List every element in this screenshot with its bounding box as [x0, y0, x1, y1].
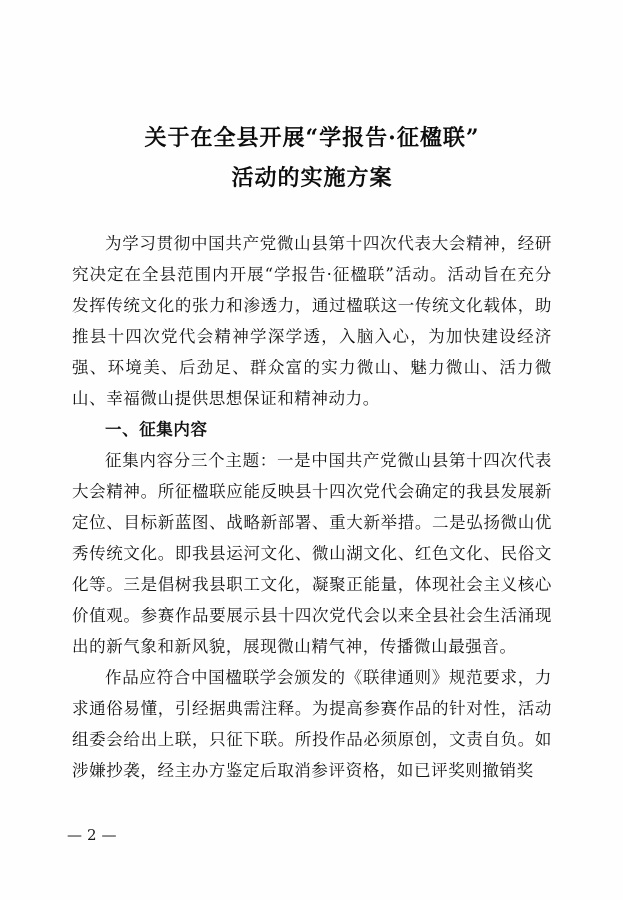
section-paragraph-1: 征集内容分三个主题：一是中国共产党微山县第十四次代表大会精神。所征楹联应能反映县十四次党代会确定的我县发展新定位、目标新蓝图、战略新部署、重大新举措。二是弘扬微山优秀传统文化。即我县运河文化、微山湖文化、红色文化、民俗文化等。三是倡树我县职工文化，凝聚正能量，体现社会主义核心价值观。参赛作品要展示县十四次党代会以来全县社会生活涌现出的新气象和新风貌，展现微山精气神，传播微山最强音。	[72, 451, 552, 656]
intro-paragraph: 为学习贯彻中国共产党微山县第十四次代表大会精神，经研究决定在全县范围内开展“学报告·征楹联”活动。活动旨在充分发挥传统文化的张力和渗透力，通过楹联这一传统文化载体，助推县十四次党代会精神学深学透，入脑入心，为加快建设经济强、环境美、后劲足、群众富的实力微山、魅力微山、活力微山、幸福微山提供思想保证和精神动力。	[72, 234, 552, 408]
document-body	[72, 118, 552, 786]
footer-dash-right: —	[101, 826, 119, 844]
footer-page-number: 2	[87, 826, 99, 844]
section-paragraph-2: 作品应符合中国楹联学会颁发的《联律通则》规范要求，力求通俗易懂，引经据典需注释。为提高参赛作品的针对性，活动组委会给出上联，只征下联。所投作品必须原创，文责自负。如涉嫌抄袭，经主办方鉴定后取消参评资格，如已评奖则撤销奖	[72, 668, 552, 780]
footer-dash-left: —	[67, 826, 84, 844]
page-title	[72, 118, 552, 198]
page-title-line-1: 关于在全县开展“学报告·征楹联”	[144, 125, 480, 151]
section-heading-1: 一、征集内容	[105, 420, 208, 439]
page-title-line-2: 活动的实施方案	[231, 165, 393, 191]
page-footer-number	[64, 826, 122, 844]
